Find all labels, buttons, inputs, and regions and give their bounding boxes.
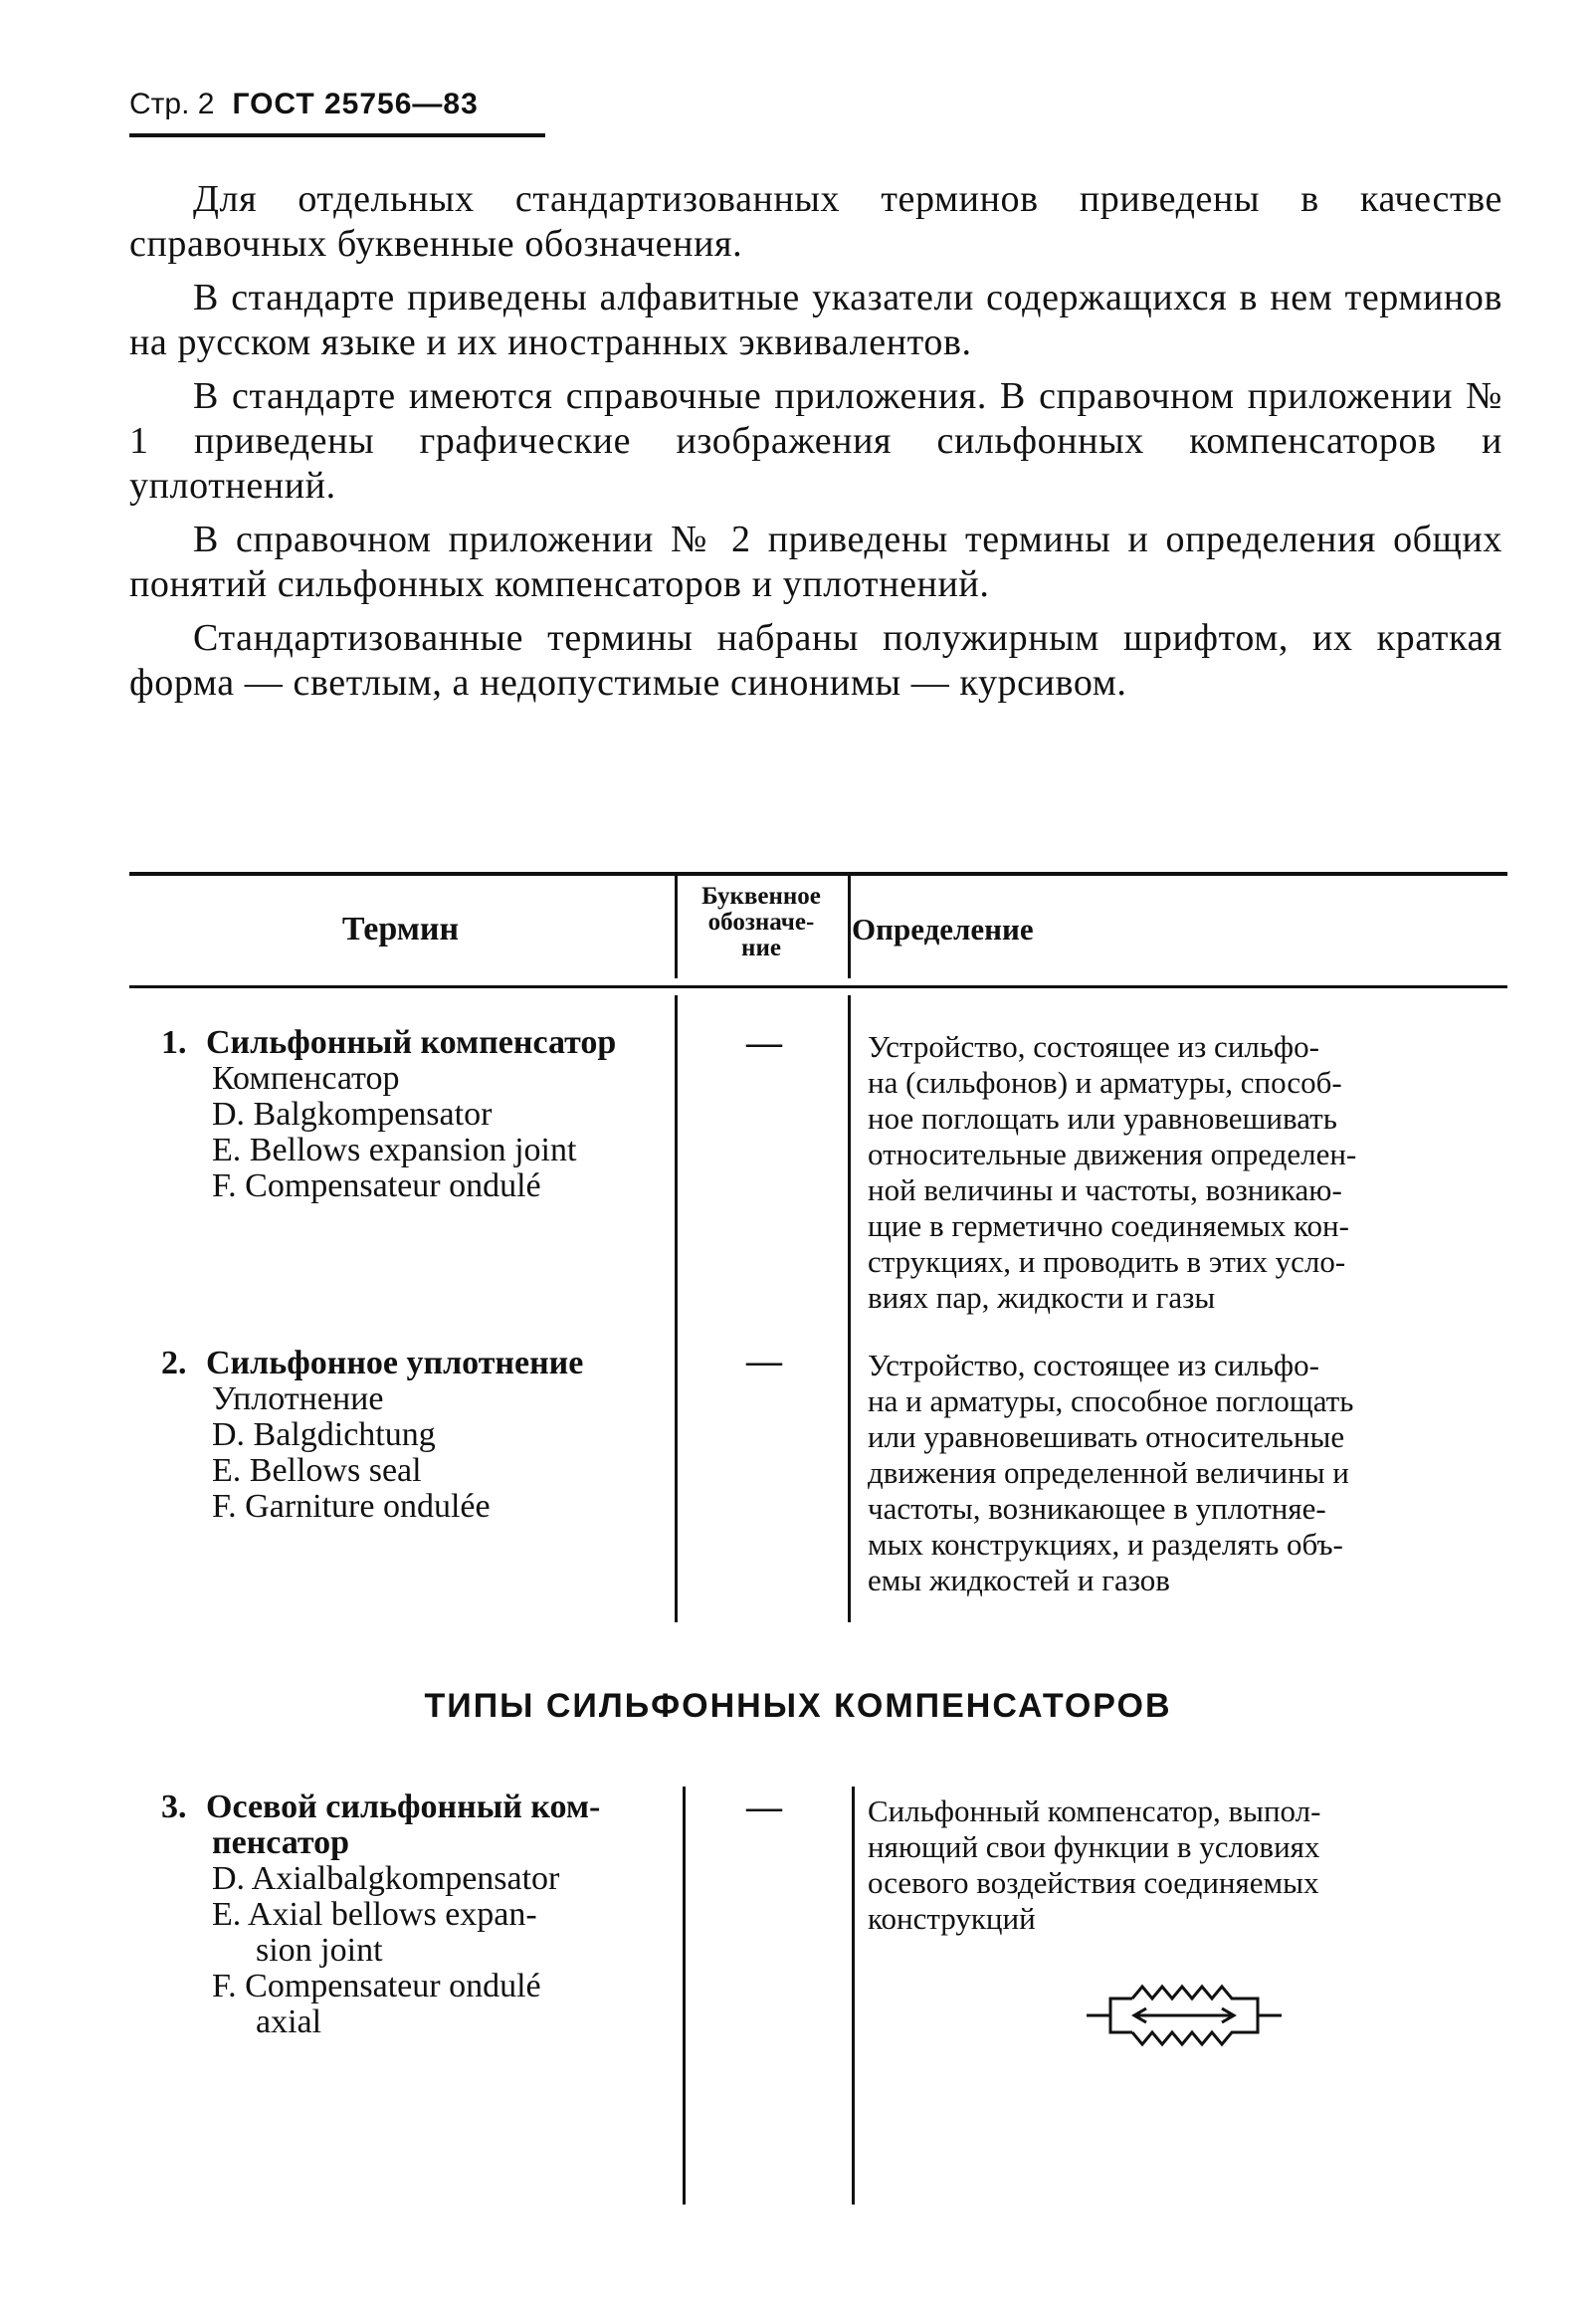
definition-line: Устройство, состоящее из сильфо- <box>868 1348 1319 1382</box>
header-rule <box>129 133 545 137</box>
definition-line: частоты, возникающее в уплотняе- <box>868 1491 1326 1526</box>
term-german: D. Axialbalgkompensator <box>212 1860 560 1897</box>
column-divider <box>683 1787 686 2205</box>
letter-designation: — <box>746 1022 782 1062</box>
column-header-term: Термин <box>341 911 460 948</box>
term-short-form: Компенсатор <box>212 1060 400 1097</box>
term-english: E. Axial bellows expan- <box>212 1896 537 1933</box>
term-short-form: Уплотнение <box>212 1380 384 1417</box>
definition-line: виях пар, жидкости и газы <box>868 1280 1216 1315</box>
intro-paragraph: Для отдельных стандартизованных терминов приведены в качестве справочных буквенные обозначения. <box>129 178 1502 265</box>
term-line <box>161 1346 679 1381</box>
definition-line: щие в герметично соединяемых кон- <box>868 1208 1349 1243</box>
term-french: F. Compensateur ondulé <box>212 1167 541 1204</box>
header-divider <box>848 876 851 978</box>
column-header-letter <box>677 884 846 961</box>
term-line <box>161 1790 679 1825</box>
term-french: F. Compensateur ondulé <box>212 1968 541 2004</box>
definition-line: или уравновешивать относительные <box>868 1419 1345 1454</box>
intro-paragraph: Стандартизованные термины набраны полужирным шрифтом, их краткая форма — светлым, а недопустимые синонимы — курсивом. <box>129 617 1502 704</box>
section-title: ТИПЫ СИЛЬФОННЫХ КОМПЕНСАТОРОВ <box>424 1687 1172 1725</box>
column-divider <box>848 995 851 1622</box>
column-divider <box>852 1787 855 2205</box>
term-german: D. Balgdichtung <box>212 1416 436 1453</box>
definition-line: ной величины и частоты, возникаю- <box>868 1172 1342 1207</box>
table-row-definition <box>868 1029 1512 1316</box>
definition-line: струкциях, и проводить в этих усло- <box>868 1244 1346 1279</box>
intro-paragraph: В справочном приложении № 2 приведены термины и определения общих понятий сильфонных компенсаторов и уплотнений. <box>129 519 1502 605</box>
page-header <box>129 88 547 137</box>
table-row-term <box>161 1025 679 1204</box>
term-english: E. Bellows seal <box>212 1452 422 1489</box>
definition-line: Сильфонный компенсатор, выпол- <box>868 1793 1321 1828</box>
table-row-definition <box>868 1348 1512 1598</box>
intro-paragraph: В стандарте приведены алфавитные указатели содержащихся в нем терминов на русском языке и их иностранных эквивалентов. <box>129 277 1502 363</box>
term-name: Сильфонный компенсатор <box>206 1024 617 1061</box>
intro-paragraph: В стандарте имеются справочные приложения. В справочном приложении № 1 приведены графические изображения сильфонных компенсаторов и уплотнений. <box>129 375 1502 507</box>
definition-line: относительные движения определен- <box>868 1137 1357 1171</box>
letter-designation: — <box>746 1787 782 1826</box>
term-german: D. Balgkompensator <box>212 1096 493 1133</box>
header-line: ние <box>741 935 781 961</box>
header-text <box>129 88 547 121</box>
term-english: E. Bellows expansion joint <box>212 1132 577 1168</box>
term-name-continued: пенсатор <box>212 1824 350 1861</box>
term-number: 3. <box>161 1789 187 1825</box>
standard-code: ГОСТ 25756—83 <box>232 88 479 120</box>
definition-line: ное поглощать или уравновешивать <box>868 1101 1337 1136</box>
definition-line: движения определенной величины и <box>868 1455 1349 1490</box>
term-number: 1. <box>161 1024 187 1061</box>
definition-line: на (сильфонов) и арматуры, способ- <box>868 1065 1342 1100</box>
letter-designation: — <box>746 1341 782 1380</box>
term-name: Сильфонное уплотнение <box>206 1345 584 1381</box>
table-row-term <box>161 1790 679 2040</box>
term-number: 2. <box>161 1345 187 1381</box>
header-line: обозначе- <box>707 909 815 936</box>
definition-line: Устройство, состоящее из сильфо- <box>868 1029 1319 1064</box>
definition-line: няющий свои функции в условиях <box>868 1829 1320 1864</box>
term-line <box>161 1025 679 1061</box>
definition-line: мых конструкциях, и разделять объ- <box>868 1527 1343 1562</box>
header-line: Буквенное <box>701 883 821 910</box>
definition-line: конструкций <box>868 1901 1036 1936</box>
table-header-rule <box>129 985 1507 988</box>
definition-line: осевого воздействия соединяемых <box>868 1865 1319 1900</box>
term-french: F. Garniture ondulée <box>212 1488 491 1525</box>
definition-line: на и арматуры, способное поглощать <box>868 1383 1354 1418</box>
axial-compensator-symbol-icon <box>1085 1981 1284 2050</box>
column-header-definition: Определение <box>852 912 1034 947</box>
definition-line: емы жидкостей и газов <box>868 1563 1170 1597</box>
table-row-term <box>161 1346 679 1525</box>
intro-text <box>129 177 1502 715</box>
table-top-rule <box>129 872 1507 876</box>
term-english-continued: sion joint <box>256 1932 383 1969</box>
term-name: Осевой сильфонный ком- <box>206 1789 601 1825</box>
page-number: Стр. 2 <box>129 88 215 120</box>
term-french-continued: axial <box>256 2003 322 2040</box>
table-row-definition <box>868 1793 1512 1937</box>
